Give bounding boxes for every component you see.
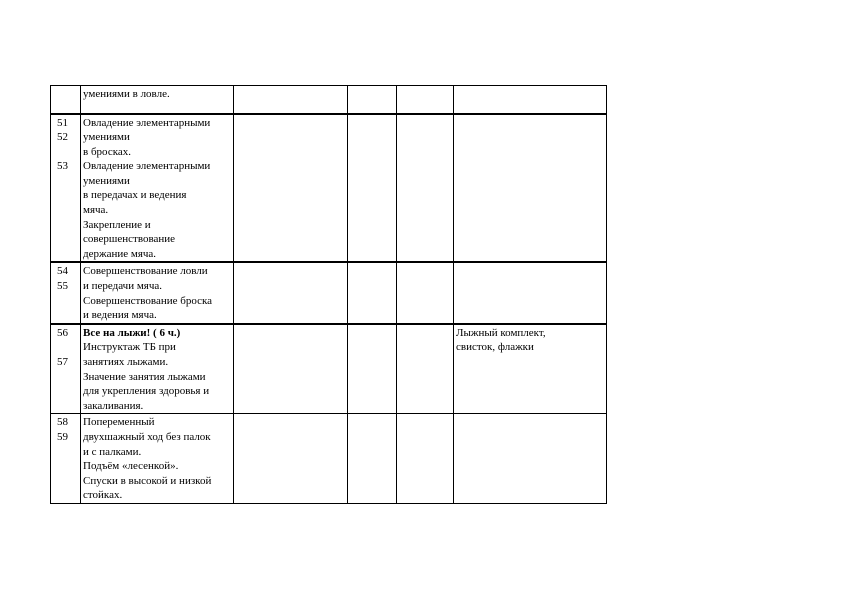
lesson-number: 53 — [57, 160, 68, 173]
empty-cell — [234, 114, 348, 263]
topic-line: Инструктаж ТБ при — [83, 341, 176, 354]
equipment-cell — [454, 114, 607, 263]
lesson-topic-cell — [81, 262, 234, 323]
topic-line: Попеременный — [83, 416, 155, 429]
topic-line: Овладение элементарными — [83, 116, 211, 129]
topic-line: Совершенствование ловли — [83, 265, 208, 278]
empty-cell — [348, 414, 397, 504]
topic-line: умениями — [83, 174, 130, 187]
empty-cell — [348, 86, 397, 114]
empty-cell — [397, 324, 454, 414]
lesson-topic-cell — [81, 86, 234, 114]
topic-line: Овладение элементарными — [83, 160, 211, 173]
lesson-number-cell — [51, 262, 81, 323]
empty-cell — [397, 262, 454, 323]
empty-cell — [397, 114, 454, 263]
empty-cell — [348, 262, 397, 323]
topic-line: Подъём «лесенкой». — [83, 460, 179, 473]
equipment-cell — [454, 262, 607, 323]
topic-line: и с палками. — [83, 445, 142, 458]
lesson-number: 59 — [57, 430, 68, 443]
topic-line: стойках. — [83, 489, 123, 502]
empty-cell — [348, 324, 397, 414]
lesson-number: 57 — [57, 356, 68, 368]
equipment-cell — [454, 324, 607, 414]
lesson-number-cell — [51, 414, 81, 504]
topic-line: Совершенствование броска — [83, 294, 213, 307]
lesson-number-cell — [51, 86, 81, 114]
equipment-line: Лыжный комплект, — [456, 326, 546, 339]
lesson-number: 52 — [57, 131, 68, 144]
equipment-line: свисток, флажки — [456, 341, 534, 354]
topic-line: умениями в ловле. — [83, 88, 170, 100]
lesson-number: 55 — [57, 280, 68, 293]
topic-line: и передачи мяча. — [83, 280, 163, 293]
lesson-number: 58 — [57, 416, 68, 429]
empty-cell — [234, 262, 348, 323]
lesson-number-cell — [51, 114, 81, 263]
empty-cell — [397, 86, 454, 114]
topic-line: держание мяча. — [83, 247, 157, 260]
table-row — [51, 114, 607, 263]
topic-line: Спуски в высокой и низкой — [83, 474, 212, 487]
empty-cell — [348, 114, 397, 263]
topic-line: двухшажный ход без палок — [83, 430, 211, 443]
topic-line: умениями — [83, 131, 130, 144]
equipment-cell — [454, 86, 607, 114]
section-heading: Все на лыжи! ( 6 ч.) — [83, 326, 181, 339]
lesson-number: 56 — [57, 326, 68, 339]
table-row — [51, 414, 607, 504]
topic-line: для укрепления здоровья и — [83, 385, 210, 398]
lesson-plan-table — [50, 85, 607, 504]
empty-cell — [234, 86, 348, 114]
lesson-number-cell — [51, 324, 81, 414]
lesson-number: 54 — [57, 265, 68, 278]
topic-line: Значение занятия лыжами — [83, 370, 206, 383]
topic-line: в передачах и ведения — [83, 189, 187, 202]
equipment-cell — [454, 414, 607, 504]
lesson-topic-cell — [81, 414, 234, 504]
lesson-number: 51 — [57, 116, 68, 129]
topic-line: Закрепление и — [83, 218, 151, 231]
lesson-topic-cell — [81, 114, 234, 263]
topic-line: закаливания. — [83, 399, 144, 412]
empty-cell — [234, 324, 348, 414]
table-row — [51, 262, 607, 323]
empty-cell — [397, 414, 454, 504]
table-row — [51, 86, 607, 114]
empty-cell — [234, 414, 348, 504]
table-row — [51, 324, 607, 414]
lesson-topic-cell — [81, 324, 234, 414]
topic-line: и ведения мяча. — [83, 309, 157, 322]
topic-line: в бросках. — [83, 145, 132, 158]
topic-line: совершенствование — [83, 233, 176, 246]
topic-line: мяча. — [83, 204, 109, 217]
topic-line: занятиях лыжами. — [83, 356, 169, 368]
